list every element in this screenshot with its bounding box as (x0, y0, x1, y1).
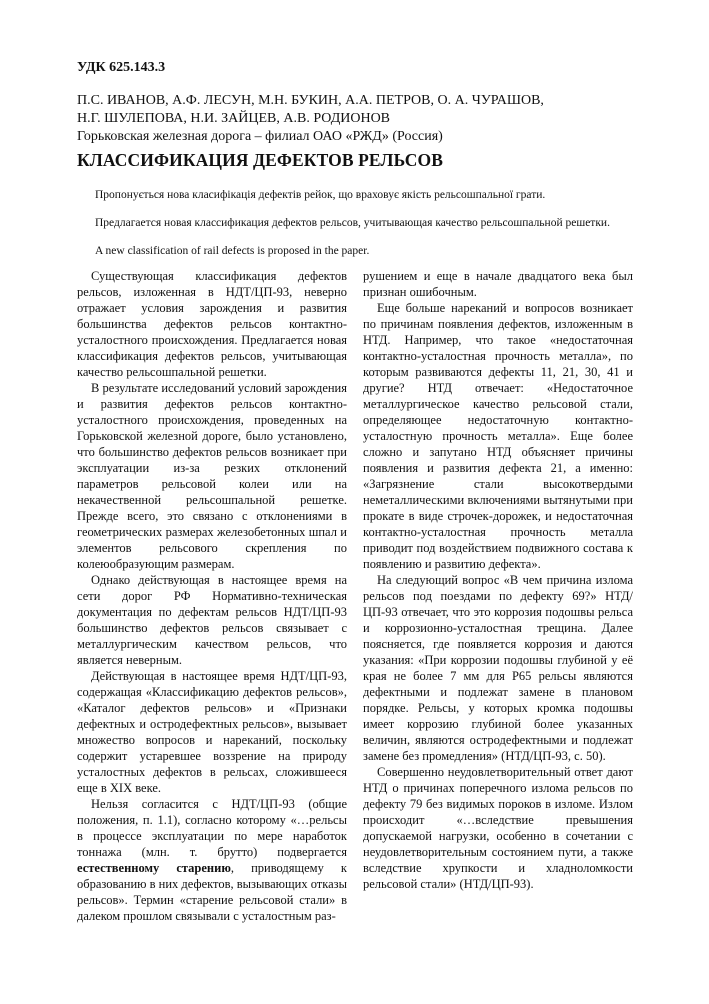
paragraph: Еще больше нареканий и вопросов возникает по причинам появления дефектов, изложенным в НТД. Например, что такое «недостаточная контактно-усталостная прочность металла», по которым развиваются дефекты 11, 21, 30, 41 и другие? НТД отвечает: «Недостаточное металлургическое качество рельсовой стали, определяющее недостаточную контактно-усталостную прочность металла». Еще более сложно и запутано НТД объясняет причины появления и развития дефекта 21, а именно: «Загрязнение стали высокотвердыми неметаллическими включениями вытянутыми при прокате в виде строчек-дорожек, и недостаточная контактно-усталостная прочность металла приводит под воздействием подвижного состава к появлению и развитию дефекта». (363, 301, 633, 571)
text-run: , приводящему к образованию в них дефектов, вызывающих отказы рельсов». Термин «старение рельсовой стали» в далеком прошлом связывали с усталостным раз- (77, 861, 348, 923)
paragraph: Совершенно неудовлетворительный ответ дают НТД о причинах поперечного излома рельсов по дефекту 79 без видимых пороков в изломе. Излом происходит «…вследствие превышения допускаемой нагрузки, особенно в сочетании с неудовлетворительным состоянием пути, а также вследствие хрупкости и хладноломкости рельсовой стали» (НТД/ЦП-93). (363, 765, 633, 891)
paper-title: КЛАССИФИКАЦИЯ ДЕФЕКТОВ РЕЛЬСОВ (77, 150, 444, 170)
paragraph: Однако действующая в настоящее время на сети дорог РФ Нормативно-техническая документация по дефектам рельсов НДТ/ЦП-93 большинство дефектов рельсов связывает с металлургическим качеством рельсов, что является неверным. (77, 573, 347, 667)
body-column-right (363, 268, 633, 892)
paragraph: В результате исследований условий зарождения и развития дефектов рельсов контактно-усталостного происхождения, проведенных на Горьковской железной дороге, было установлено, что большинство дефектов рельсов возникает при эксплуатации из-за резких отклонений параметров рельсовой колеи или на некачественной рельсошпальной решетке. Прежде всего, это связано с отклонениями в геометрических размерах железобетонных шпал и элементов рельсового скрепления по колеюобразующим размерам. (77, 381, 347, 571)
abstract-ukrainian: Пропонується нова класифікація дефектів рейок, що враховує якість рельсошпальної грати. (95, 189, 546, 201)
text-run: Нельзя согласится с НДТ/ЦП-93 (общие положения, п. 1.1), согласно которому «…рельсы в процессе эксплуатации по мере наработок тоннажа (млн. т. брутто) подвергается (77, 797, 347, 859)
authors-line-1: П.С. ИВАНОВ, А.Ф. ЛЕСУН, М.Н. БУКИН, А.А. ПЕТРОВ, О. А. ЧУРАШОВ, (77, 93, 544, 108)
paragraph: Действующая в настоящее время НДТ/ЦП-93, содержащая «Классификацию дефектов рельсов», «Каталог дефектов рельсов» и «Признаки дефектных и остродефектных рельсов», вызывает множество вопросов и нареканий, поскольку содержит устаревшее воззрение на природу усталостных дефектов в рельсах, сложившееся еще в XIX веке. (77, 669, 347, 795)
bold-term: естественному старению (77, 861, 231, 875)
affiliation: Горьковская железная дорога – филиал ОАО «РЖД» (Россия) (77, 129, 443, 144)
authors-line-2: Н.Г. ШУЛЕПОВА, Н.И. ЗАЙЦЕВ, А.В. РОДИОНОВ (77, 111, 391, 126)
abstract-english: A new classification of rail defects is proposed in the paper. (95, 245, 370, 257)
paragraph: Существующая классификация дефектов рельсов, изложенная в НДТ/ЦП-93, неверно отражает условия зарождения и развития большинства дефектов рельсов контактно-усталостного происхождения. Предлагается новая классификация дефектов рельсов, учитывающая качество рельсошпальной решетки. (77, 269, 347, 379)
paragraph: На следующий вопрос «В чем причина излома рельсов под поездами по дефекту 69?» НТД/ЦП-93 отвечает, что это коррозия подошвы рельса и коррозионно-усталостная трещина. Далее поясняется, где появляется коррозия и даются указания: «При коррозии подошвы глубиной у её края не более 7 мм для Р65 рельсы являются дефектными и подлежат замене в плановом порядке. Рельсы, у которых кромка подошвы имеет коррозию глубиной более указанных величин, являются остродефектными и подлежат замене без промедления» (НТД/ЦП-93, с. 50). (363, 573, 633, 763)
paragraph-continuation: рушением и еще в начале двадцатого века был признан ошибочным. (363, 269, 633, 299)
udk-code: УДК 625.143.3 (77, 60, 166, 75)
authors-block (77, 92, 657, 146)
abstract-russian: Предлагается новая классификация дефектов рельсов, учитывающая качество рельсошпальной решетки. (95, 217, 610, 229)
paragraph (77, 796, 347, 924)
body-column-left (77, 268, 347, 924)
